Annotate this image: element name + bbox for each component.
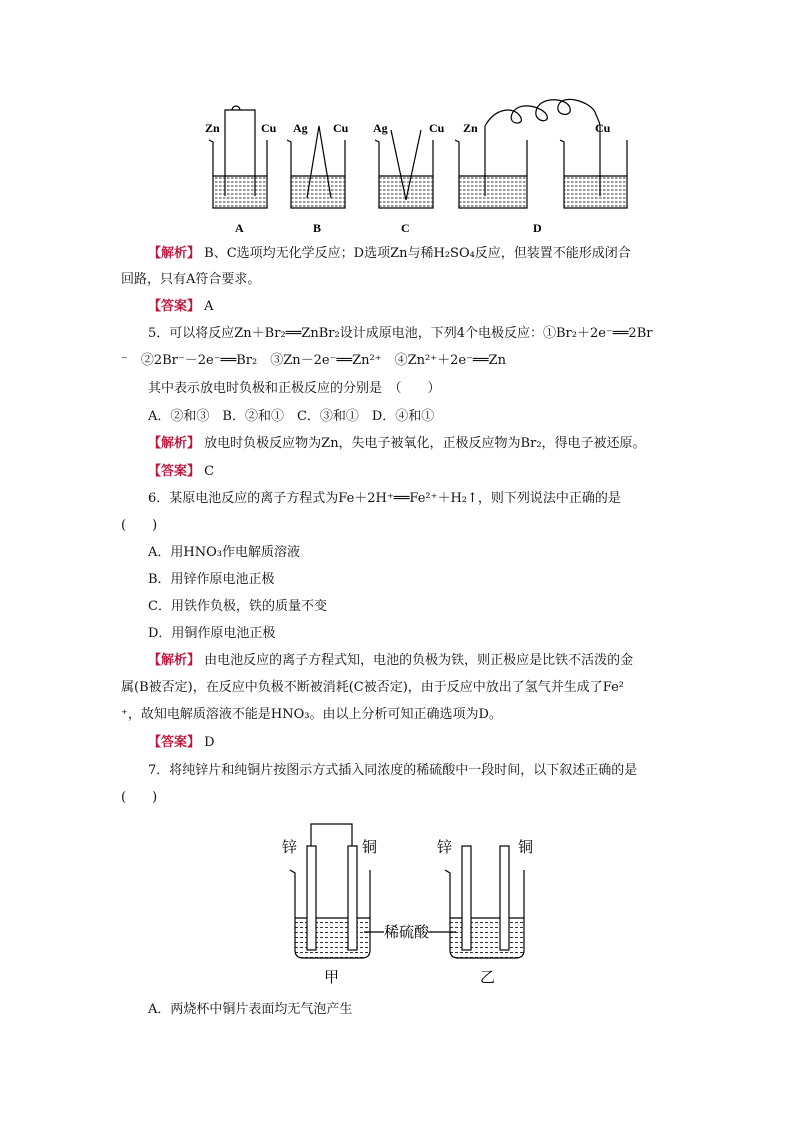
fig2-caption-jia: 甲 [324,970,340,986]
q6-option-c: C．用铁作负极，铁的质量不变 [148,599,327,614]
fig1-d-left-label: Zn [463,121,478,135]
fig2-jia-copper-label: 铜 [362,840,378,856]
q5-stem-line2: ⁻ ②2Br⁻－2e⁻══Br₂ ③Zn－2e⁻══Zn²⁺ ④Zn²⁺＋2e⁻══Zn [121,353,506,368]
q6-analysis-tag: 【解析】 [148,653,201,668]
q5-options: A．②和③ B．②和① C．③和① D．④和① [148,409,435,424]
q4-analysis-text1: B、C选项均无化学反应；D选项Zn与稀H₂SO₄反应，但装置不能形成闭合 [204,246,631,261]
fig1-caption-b: B [313,221,322,235]
q6-answer: D [204,735,215,750]
q6-option-a: A．用HNO₃作电解质溶液 [148,545,300,560]
fig2-caption-yi: 乙 [480,970,496,986]
fig1-d-right-label: Cu [595,121,611,135]
fig1-a-right-label: Cu [261,121,277,135]
q5-answer-tag: 【答案】 [148,464,201,479]
q6-stem-line2: ( ) [121,518,158,533]
q4-answer-tag: 【答案】 [148,299,201,314]
fig2-yi-zinc-label: 锌 [437,840,453,856]
q7-stem-line1: 7．将纯锌片和纯铜片按图示方式插入同浓度的稀硫酸中一段时间，以下叙述正确的是 [148,763,638,778]
fig2-yi-copper-label: 铜 [518,840,534,856]
q4-analysis-line1 [148,245,631,263]
fig1-caption-d: D [533,221,542,235]
fig1-b-right-label: Cu [333,121,349,135]
fig1-caption-c: C [401,221,410,235]
q4-analysis-text2: 回路，只有A符合要求。 [121,272,261,287]
q5-analysis-text: 放电时负极反应物为Zn，失电子被氧化，正极反应物为Br₂，得电子被还原。 [204,436,646,451]
q6-stem-line1: 6．某原电池反应的离子方程式为Fe＋2H⁺══Fe²⁺＋H₂↑，则下列说法中正确的是 [148,491,621,506]
q6-analysis-text3: ⁺，故知电解质溶液不能是HNO₃。由以上分析可知正确选项为D。 [121,707,502,722]
q7-option-a: A．两烧杯中铜片表面均无气泡产生 [148,1002,353,1017]
q5-stem-line1: 5．可以将反应Zn＋Br₂══ZnBr₂设计成原电池，下列4个电极反应：①Br₂＋2e⁻══2Br [148,326,653,341]
q6-analysis-text2: 属(B被否定)，在反应中负极不断被消耗(C被否定)，由于反应中放出了氢气并生成了Fe² [121,680,625,695]
q5-analysis-tag: 【解析】 [148,436,201,451]
q6-option-d: D．用铜作原电池正极 [148,626,276,641]
figure-beakers-jia-yi [280,820,550,990]
q5-analysis-line [148,435,646,453]
q5-answer: C [204,464,215,479]
q6-analysis-line1 [148,652,633,670]
fig2-jia-zinc-label: 锌 [282,840,298,856]
q7-stem-line2: ( ) [121,790,158,805]
q4-analysis-tag: 【解析】 [148,246,201,261]
q6-analysis-text1: 由电池反应的离子方程式知，电池的负极为铁，则正极应是比铁不活泼的金 [204,653,634,668]
q5-answer-line [148,463,214,481]
q6-answer-tag: 【答案】 [148,735,201,750]
fig1-caption-a: A [235,221,244,235]
fig1-b-left-label: Ag [293,121,308,135]
q4-answer: A [204,299,214,314]
fig2-acid-label: 稀硫酸 [384,925,430,941]
q4-answer-line [148,298,214,316]
q6-option-b: B．用锌作原电池正极 [148,572,275,587]
q5-stem-line3: 其中表示放电时负极和正极反应的分别是 （ ） [148,381,441,396]
q6-answer-line [148,734,215,752]
fig1-c-right-label: Cu [429,121,445,135]
fig1-a-left-label: Zn [205,121,220,135]
figure-beakers-abcd [195,96,635,242]
fig1-c-left-label: Ag [373,121,388,135]
